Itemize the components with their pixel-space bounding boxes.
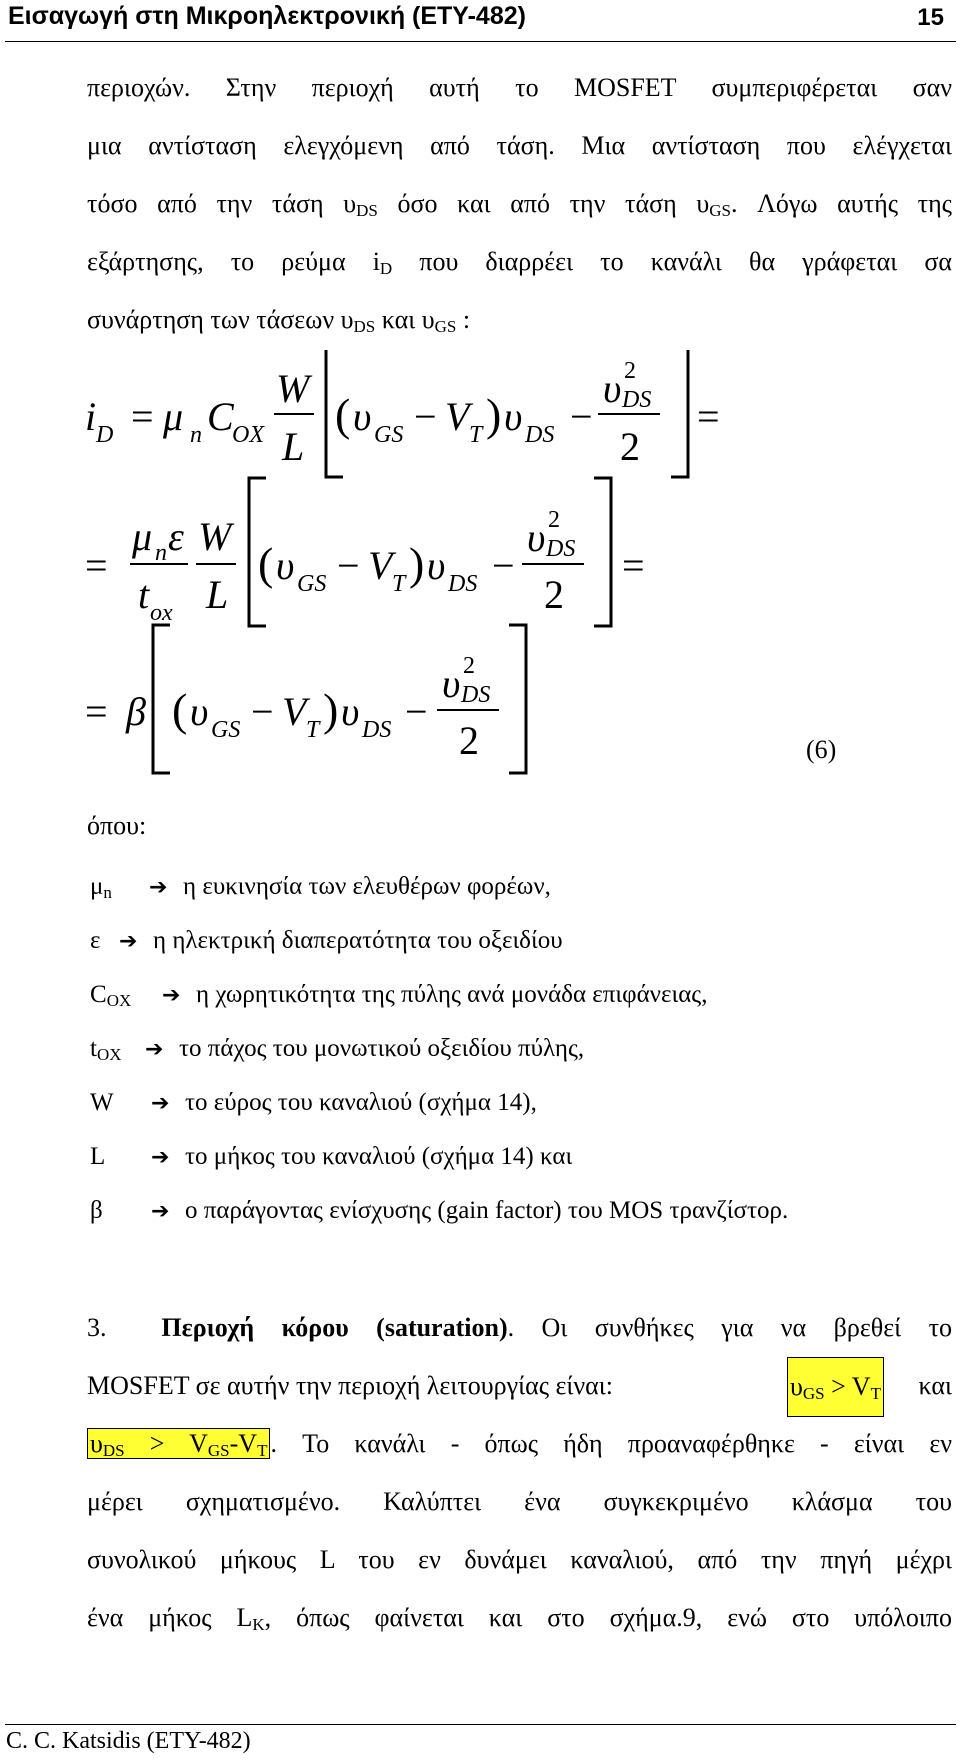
eq-bracket-right-3 bbox=[509, 625, 526, 773]
eq-upsilon-2: υ bbox=[504, 394, 523, 439]
definition-row bbox=[90, 1089, 537, 1117]
definition-row bbox=[90, 1035, 585, 1064]
eq-lparen-3: ( bbox=[172, 684, 188, 735]
eq-upsilon-3: υ bbox=[603, 366, 622, 411]
eq-C: C bbox=[207, 394, 234, 439]
eq-rparen-3: ) bbox=[323, 684, 339, 735]
definition-symbol: t bbox=[90, 1035, 97, 1062]
condition-vgs-highlight: $\upsilon_{GS} > V_T$ bbox=[787, 1357, 884, 1417]
paragraph-line-2: μια αντίσταση ελεγχόμενη από τάση. Μια αντίσταση που ελέγχεται bbox=[87, 131, 952, 160]
eq-minus-2: − bbox=[570, 394, 593, 439]
eq-minus-4: − bbox=[492, 543, 515, 588]
definition-text: το εύρος του καναλιού (σχήμα 14), bbox=[185, 1089, 537, 1116]
eq-lparen-2: ( bbox=[258, 538, 274, 589]
definition-symbol: C bbox=[90, 981, 107, 1008]
eq-t: t bbox=[138, 572, 150, 617]
definition-symbol-subscript: OX bbox=[106, 991, 132, 1010]
where-label: όπου: bbox=[87, 811, 147, 840]
eq-sub-T-3: T bbox=[306, 717, 320, 743]
definition-symbol-subscript: OX bbox=[96, 1045, 122, 1064]
definition-symbol: β bbox=[90, 1197, 103, 1224]
definition-symbol: W bbox=[90, 1089, 114, 1116]
eq-lparen-1: ( bbox=[335, 389, 351, 440]
eq-V-1: V bbox=[445, 394, 470, 439]
equation-number: (6) bbox=[806, 735, 837, 764]
eq-sup-2-2: 2 bbox=[548, 507, 560, 533]
eq-sup-2-1: 2 bbox=[624, 358, 636, 384]
section3-line-2: MOSFET σε αυτήν την περιοχή λειτουργίας είναι: $\upsilon_{GS} > V_T$ και bbox=[87, 1357, 952, 1415]
eq-W-2: W bbox=[198, 514, 232, 559]
eq-equals-5: = bbox=[85, 689, 108, 734]
eq-sub-DS-1: DS bbox=[525, 422, 555, 448]
section3-line-5: συνολικού μήκους L του εν δυνάμει καναλιού, από την πηγή μέχρι bbox=[87, 1545, 952, 1574]
eq-bracket-left-3 bbox=[153, 625, 170, 773]
definition-row bbox=[90, 981, 708, 1010]
eq-denom-2-3: 2 bbox=[459, 718, 479, 763]
section3-line-3: $\upsilon_{DS} > V_{GS}-V_T$ . Το κανάλι - όπως ήδη προαναφέρθηκε - είναι εν bbox=[87, 1415, 952, 1473]
paragraph-line-1: περιοχών. Στην περιοχή αυτή το MOSFET συμπεριφέρεται σαν bbox=[87, 73, 952, 102]
eq-sub-GS-3: GS bbox=[211, 717, 241, 743]
eq-upsilon-6: υ bbox=[527, 515, 546, 560]
eq-sub-DS-4: DS bbox=[546, 536, 576, 562]
eq-minus-1: − bbox=[414, 394, 437, 439]
definition-text: η ηλεκτρική διαπερατότητα του οξειδίου bbox=[153, 927, 563, 954]
eq-equals-4: = bbox=[622, 543, 645, 588]
eq-sub-DS-5: DS bbox=[362, 717, 392, 743]
eq-rparen-2: ) bbox=[409, 538, 425, 589]
eq-upsilon-4: υ bbox=[276, 543, 295, 588]
paragraph-line-3: τόσο από την τάση $\upsilon_{DS}$ όσο και από την τάση $\upsilon_{GS}$. Λόγω αυτής της bbox=[87, 189, 952, 220]
eq-W-1: W bbox=[276, 366, 310, 411]
eq-i: i bbox=[85, 394, 97, 439]
eq-upsilon-7: υ bbox=[190, 689, 209, 734]
eq-rparen-1: ) bbox=[486, 389, 502, 440]
header-rule bbox=[5, 41, 956, 42]
section3-title: Περιοχή κόρου (saturation) bbox=[161, 1313, 508, 1342]
eq-sub-DS-3: DS bbox=[448, 571, 478, 597]
eq-denom-2-2: 2 bbox=[544, 572, 564, 617]
eq-equals-2: = bbox=[697, 394, 720, 439]
arrow-right-icon: ➔ bbox=[151, 1091, 170, 1116]
eq-sub-DS-6: DS bbox=[461, 682, 491, 708]
definition-text: το μήκος του καναλιού (σχήμα 14) και bbox=[185, 1143, 573, 1170]
arrow-right-icon: ➔ bbox=[145, 1037, 164, 1062]
paragraph-line-5: συνάρτηση των τάσεων $\upsilon_{DS}$ και $\upsilon_{GS}$ : bbox=[87, 305, 471, 336]
eq-equals-3: = bbox=[85, 543, 108, 588]
eq-minus-3: − bbox=[337, 543, 360, 588]
condition-vds-highlight: $\upsilon_{DS} > V_{GS}-V_T$ bbox=[87, 1428, 270, 1459]
arrow-right-icon: ➔ bbox=[151, 1199, 170, 1224]
eq-sub-ox: ox bbox=[150, 600, 173, 626]
arrow-right-icon: ➔ bbox=[151, 1145, 170, 1170]
arrow-right-icon: ➔ bbox=[149, 875, 168, 900]
footer-rule bbox=[5, 1724, 956, 1725]
eq-V-3: V bbox=[282, 689, 307, 734]
eq-upsilon-8: υ bbox=[341, 689, 360, 734]
definition-text: η χωρητικότητα της πύλης ανά μονάδα επιφάνειας, bbox=[196, 981, 708, 1008]
eq-sub-OX: OX bbox=[232, 422, 264, 448]
eq-sub-GS-1: GS bbox=[374, 422, 404, 448]
definition-symbol: ε bbox=[90, 927, 101, 954]
eq-sub-D: D bbox=[96, 422, 114, 448]
section3-line-1: 3. Περιοχή κόρου (saturation). Οι συνθήκες για να βρεθεί το bbox=[87, 1313, 953, 1342]
header-title: Εισαγωγή στη Μικροηλεκτρονική (ΕΤΥ-482) bbox=[8, 2, 526, 30]
eq-sup-2-3: 2 bbox=[463, 653, 475, 679]
eq-bracket-right-2 bbox=[594, 478, 611, 626]
eq-V-2: V bbox=[368, 543, 393, 588]
definition-symbol: μ bbox=[90, 873, 104, 900]
section3-line-6: ένα μήκος $L_K$, όπως φαίνεται και στο σχήμα.9, ενώ στο υπόλοιπο bbox=[87, 1603, 953, 1634]
eq-sub-n-2: n bbox=[155, 540, 167, 566]
eq-upsilon-9: υ bbox=[442, 661, 461, 706]
eq-upsilon-1: υ bbox=[353, 394, 372, 439]
arrow-right-icon: ➔ bbox=[119, 929, 138, 954]
arrow-right-icon: ➔ bbox=[162, 983, 181, 1008]
eq-denom-2-1: 2 bbox=[620, 424, 640, 469]
eq-mu: μ bbox=[163, 394, 184, 439]
eq-L-1: L bbox=[282, 424, 305, 469]
definition-text: ο παράγοντας ενίσχυσης (gain factor) του MOS τρανζίστορ. bbox=[185, 1197, 789, 1224]
definition-symbol: L bbox=[90, 1143, 106, 1170]
eq-minus-6: − bbox=[405, 689, 428, 734]
eq-minus-5: − bbox=[251, 689, 274, 734]
eq-beta: β bbox=[126, 689, 146, 734]
eq-mu-2: μ bbox=[132, 514, 153, 559]
definition-row bbox=[90, 873, 551, 902]
eq-sub-GS-2: GS bbox=[297, 571, 327, 597]
page-number: 15 bbox=[917, 4, 944, 31]
eq-sub-n: n bbox=[190, 422, 202, 448]
footer-text: C. C. Katsidis (ΕΤΥ-482) bbox=[6, 1728, 251, 1754]
definition-row bbox=[90, 927, 563, 955]
eq-sub-T-1: T bbox=[469, 422, 483, 448]
paragraph-line-4: εξάρτησης, το ρεύμα $i_D$ που διαρρέει το κανάλι θα γράφεται σα bbox=[87, 247, 953, 278]
eq-sub-DS-2: DS bbox=[622, 387, 652, 413]
definition-row bbox=[90, 1143, 573, 1171]
eq-bracket-right-1 bbox=[671, 350, 688, 477]
eq-L-2: L bbox=[206, 572, 229, 617]
section3-line-4: μέρει σχηματισμένο. Καλύπτει ένα συγκεκριμένο κλάσμα του bbox=[87, 1487, 952, 1516]
definition-text: η ευκινησία των ελευθέρων φορέων, bbox=[183, 873, 551, 900]
definition-text: το πάχος του μονωτικού οξειδίου πύλης, bbox=[179, 1035, 585, 1062]
eq-epsilon: ε bbox=[168, 514, 184, 559]
eq-equals-1: = bbox=[131, 394, 154, 439]
definition-row bbox=[90, 1197, 789, 1225]
equation-6 bbox=[0, 350, 960, 800]
definition-symbol-subscript: n bbox=[103, 883, 112, 902]
eq-sub-T-2: T bbox=[392, 571, 406, 597]
eq-upsilon-5: υ bbox=[427, 543, 446, 588]
